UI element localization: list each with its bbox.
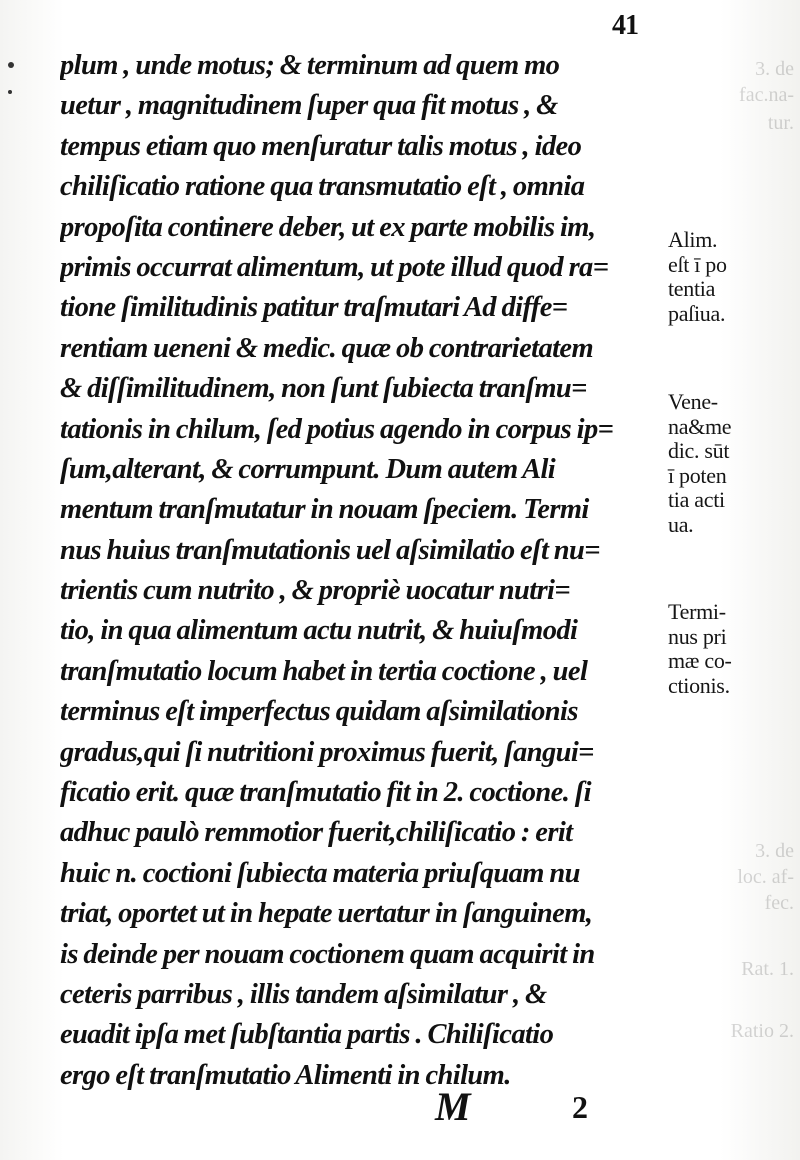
margin-note-line: ctionis. (668, 672, 730, 698)
text-line: ceteris parribus , illis tandem aſsimilatur , & (60, 978, 547, 1010)
text-line: adhuc paulò remmotior fuerit,chiliſicatio : erit (60, 817, 573, 849)
signature-letter: M (435, 1084, 471, 1129)
text-line: propoſita continere deber, ut ex parte mobilis im, (60, 211, 596, 243)
margin-note-line: mæ co- (668, 648, 732, 673)
text-line: trientis cum nutrito , & propriè uocatur nutri= (60, 575, 571, 607)
signature-number: 2 (572, 1089, 588, 1125)
text-line: & diſſimilitudinem, non ſunt ſubiecta tranſmu= (60, 373, 587, 405)
text-line: nus huius tranſmutationis uel aſsimilatio eſt nu= (60, 534, 600, 566)
margin-note-line: dic. sūt (668, 438, 730, 463)
margin-note-line: paſiua. (668, 300, 726, 326)
signature-mark (435, 1082, 675, 1132)
text-line: mentum tranſmutatur in nouam ſpeciem. Termi (60, 494, 589, 526)
margin-note-line: tentia (668, 276, 716, 301)
text-line: huic n. coctioni ſubiecta materia priuſquam nu (60, 857, 580, 889)
text-line: chiliſicatio ratione qua transmutatio eſt , omnia (60, 171, 585, 203)
text-line: tationis in chilum, ſed potius agendo in corpus ip= (60, 413, 614, 445)
margin-note-line: na&me (668, 413, 732, 439)
ink-speck (8, 90, 12, 94)
text-line: terminus eſt imperfectus quidam aſsimilationis (60, 696, 578, 728)
margin-note-venena (668, 390, 793, 537)
text-line: uetur , magnitudinem ſuper qua fit motus , & (60, 90, 558, 122)
main-text-block (60, 46, 665, 1096)
ink-speck (8, 62, 14, 68)
margin-note-line: tia acti (668, 487, 725, 512)
margin-note-line: eſt ī po (668, 251, 727, 277)
margin-note-terminus (668, 600, 793, 698)
text-line: primis occurrat alimentum, ut pote illud quod ra= (60, 251, 609, 283)
text-line: euadit ipſa met ſubſtantia partis . Chiliſicatio (60, 1019, 554, 1051)
page-number: 41 (612, 10, 638, 41)
margin-note-line: Vene- (668, 389, 718, 414)
text-line: plum , unde motus; & terminum ad quem mo (60, 50, 560, 81)
text-line: ergo eſt tranſmutatio Alimenti in chilum. (60, 1059, 511, 1091)
text-line: ſum,alterant, & corrumpunt. Dum autem Ali (60, 453, 556, 485)
bleed-through-text: 3. de fac.na- tur. 3. de loc. af- fec. Rat. 1. Ratio 2. (730, 58, 794, 1042)
text-line: is deinde per nouam coctionem quam acquirit in (60, 938, 595, 970)
margin-note-line: ua. (668, 511, 694, 537)
text-line: tempus etiam quo menſuratur talis motus , ideo (60, 130, 582, 162)
margin-note-line: nus pri (668, 623, 727, 649)
text-line: rentiam ueneni & medic. quæ ob contrarietatem (60, 332, 594, 364)
margin-note-line: Alim. (668, 227, 718, 252)
text-line: tranſmutatio locum habet in tertia coctione , uel (60, 655, 588, 687)
margin-note-line: ī poten (668, 462, 727, 488)
text-line: triat, oportet ut in hepate uertatur in ſanguinem, (60, 898, 593, 930)
text-line: ficatio erit. quæ tranſmutatio fit in 2. coctione. ſi (60, 777, 591, 809)
text-line: tio, in qua alimentum actu nutrit, & huiuſmodi (60, 615, 578, 647)
margin-note-line: Termi- (668, 599, 726, 624)
text-line: tione ſimilitudinis patitur traſmutari Ad diffe= (60, 292, 568, 324)
text-line: gradus,qui ſi nutritioni proximus fuerit, ſangui= (60, 736, 594, 768)
margin-note-alim (668, 228, 793, 326)
